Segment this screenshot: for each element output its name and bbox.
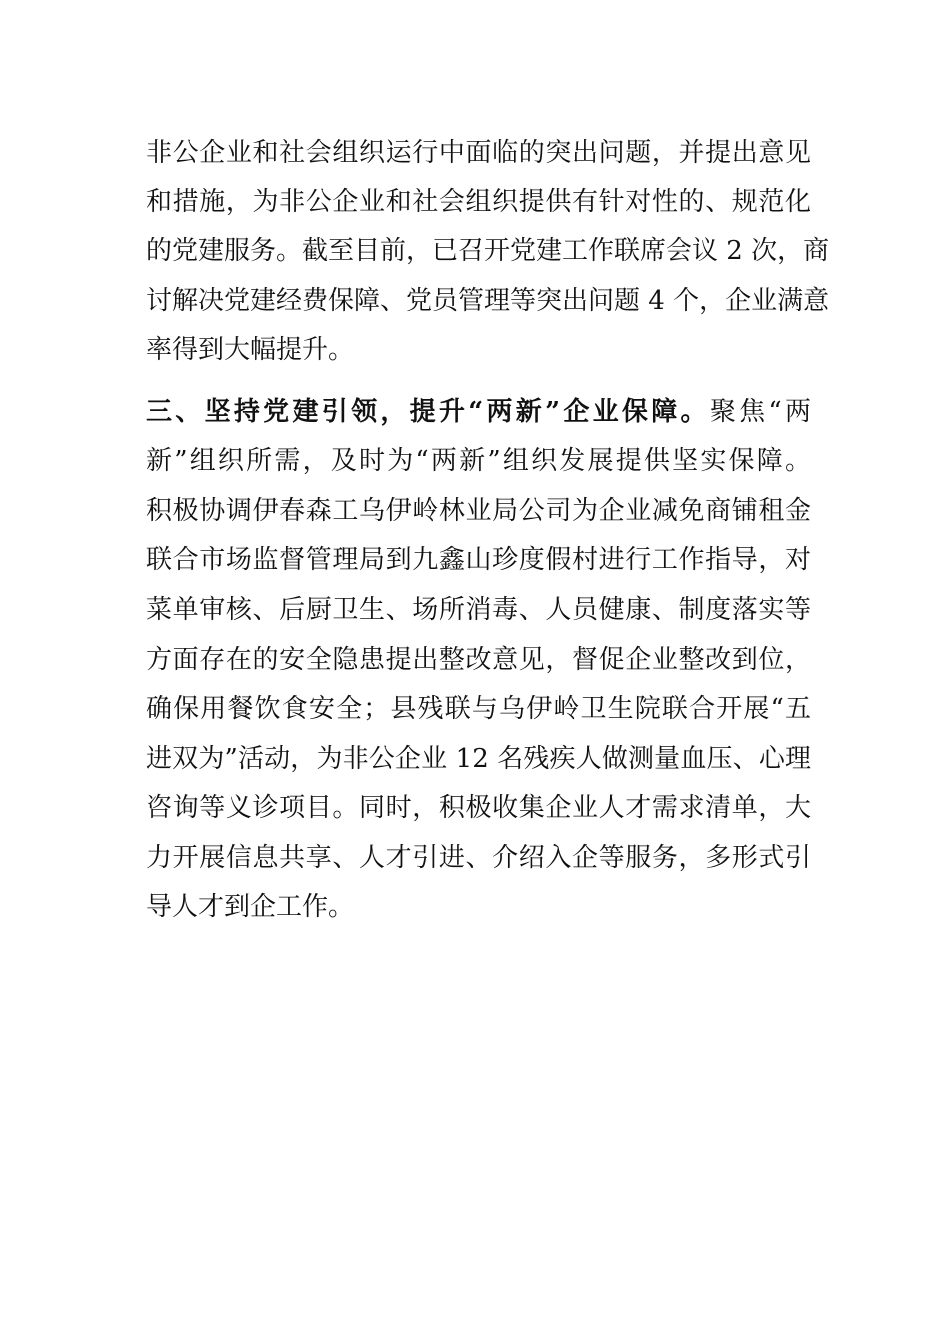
paragraph-1-line-4: 讨解决党建经费保障、党员管理等突出问题 4 个，企业满意 — [146, 286, 830, 316]
paragraph-2-line-2: 新”组织所需，及时为“两新”组织发展提供坚实保障。 — [146, 446, 811, 476]
paragraph-2-line-6: 方面存在的安全隐患提出整改意见，督促企业整改到位， — [146, 645, 811, 675]
paragraph-2-line-11: 导人才到企工作。 — [146, 892, 355, 922]
paragraph-1-line-5: 率得到大幅提升。 — [146, 335, 355, 365]
paragraph-2-line-7: 确保用餐饮食安全；县残联与乌伊岭卫生院联合开展“五 — [146, 694, 811, 724]
paragraph-1-line-3: 的党建服务。截至目前，已召开党建工作联席会议 2 次，商 — [146, 236, 830, 266]
paragraph-2-line-5: 菜单审核、后厨卫生、场所消毒、人员健康、制度落实等 — [146, 595, 811, 625]
section-heading: 三、坚持党建引领，提升“两新”企业保障。 — [146, 397, 710, 427]
paragraph-2-line-4: 联合市场监督管理局到九鑫山珍度假村进行工作指导，对 — [146, 545, 811, 575]
paragraph-2-line-3: 积极协调伊春森工乌伊岭林业局公司为企业减免商铺租金 — [146, 496, 811, 526]
paragraph-2-line-1 — [146, 392, 811, 432]
paragraph-2-line-10: 力开展信息共享、人才引进、介绍入企等服务，多形式引 — [146, 843, 811, 873]
paragraph-2-line-8: 进双为”活动，为非公企业 12 名残疾人做测量血压、心理 — [146, 744, 811, 774]
section-heading-continuation: 聚焦“两 — [709, 397, 811, 427]
paragraph-1-line-1: 非公企业和社会组织运行中面临的突出问题，并提出意见 — [146, 138, 811, 168]
paragraph-1-line-2: 和措施，为非公企业和社会组织提供有针对性的、规范化 — [146, 187, 811, 217]
paragraph-2-line-9: 咨询等义诊项目。同时，积极收集企业人才需求清单，大 — [146, 793, 811, 823]
